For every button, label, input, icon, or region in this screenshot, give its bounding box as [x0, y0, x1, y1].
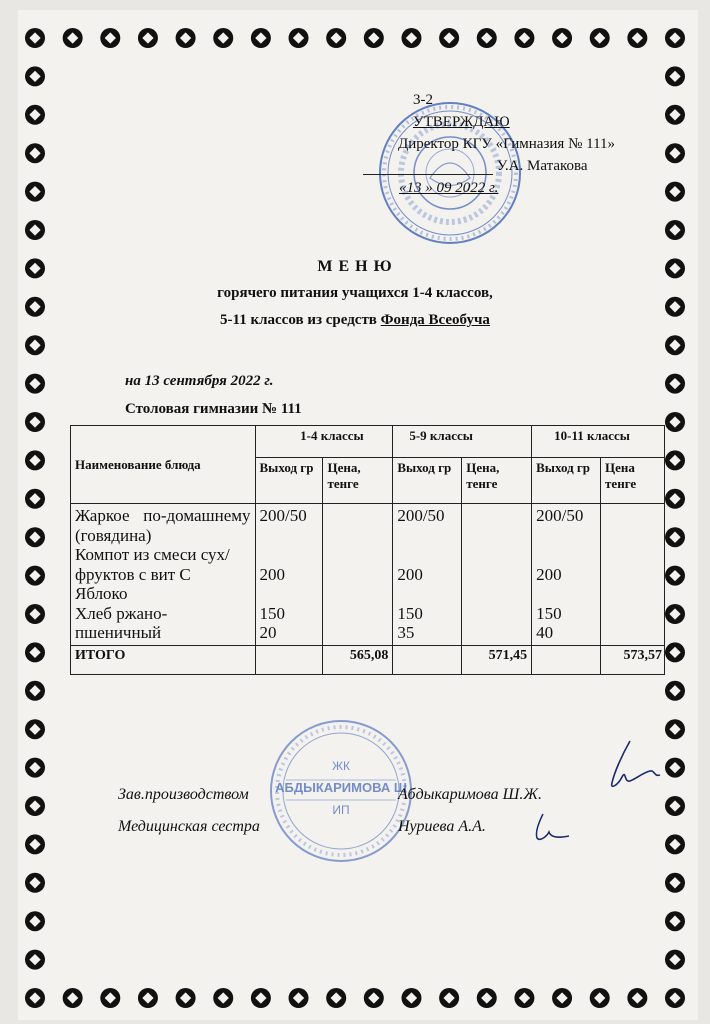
table-cell	[532, 645, 601, 674]
yields-5-9	[393, 504, 462, 646]
approval-date: «13 » 09 2022 г.	[399, 180, 499, 196]
table-cell: 150	[397, 603, 423, 623]
table-cell: 200/50	[259, 506, 307, 525]
list-item: Яблоко	[75, 584, 128, 603]
signature-name-2: Нуриева А.А.	[398, 818, 486, 835]
total-10-11: 573,57	[601, 645, 665, 674]
table-cell: 35	[397, 623, 415, 642]
stamp-text: АБДЫКАРИМОВА Ш	[275, 780, 407, 795]
signature-role-1: Зав.производством	[118, 786, 249, 803]
handwritten-signature-1	[600, 735, 680, 795]
approve-word: УТВЕРЖДАЮ	[413, 114, 510, 130]
menu-table	[70, 425, 665, 675]
table-cell	[393, 645, 462, 674]
price-header: Цена, тенге	[462, 458, 532, 504]
table-cell: 200/50	[397, 506, 445, 525]
director-position: Директор КГУ «Гимназия № 111»	[398, 136, 616, 152]
director-name: У.А. Матакова	[363, 158, 615, 180]
document-code: 3-2	[413, 92, 433, 108]
stamp-text: ЖК	[331, 759, 351, 773]
dish-names-cell	[71, 504, 256, 646]
table-cell: 40	[536, 623, 554, 642]
approval-block	[398, 92, 616, 202]
price-1-4	[323, 504, 393, 646]
table-cell: 20	[259, 623, 277, 642]
price-5-9	[462, 504, 532, 646]
menu-date: на 13 сентября 2022 г.	[125, 373, 274, 389]
menu-title: М Е Н Ю	[317, 258, 393, 275]
menu-subtitle-line2: 5-11 классов из средств Фонда Всеобуча	[220, 312, 490, 328]
price-header: Цена тенге	[601, 458, 665, 504]
group-header-5-9: 5-9 классы	[393, 426, 532, 458]
menu-subtitle-line1: горячего питания учащихся 1-4 классов,	[217, 285, 493, 301]
table-cell: 200	[536, 564, 562, 584]
table-cell: 200	[259, 564, 286, 584]
handwritten-signature-2	[525, 808, 585, 848]
table-row	[71, 504, 665, 646]
yields-1-4	[255, 504, 323, 646]
total-row	[71, 645, 665, 674]
dish-header: Наименование блюда	[71, 426, 256, 504]
table-cell	[255, 645, 323, 674]
yield-header: Выход гр	[255, 458, 323, 504]
stamp-text: ИП	[332, 803, 350, 817]
price-header: Цена, тенге	[323, 458, 393, 504]
list-item: Жаркое по-домашнему (говядина)	[75, 506, 251, 545]
group-header-1-4: 1-4 классы	[255, 426, 393, 458]
yields-10-11	[532, 504, 601, 646]
signature-name-1: Абдыкаримова Ш.Ж.	[398, 786, 542, 803]
table-cell: 200	[397, 564, 423, 584]
canteen-name: Столовая гимназии № 111	[125, 401, 302, 417]
signature-role-2: Медицинская сестра	[118, 818, 260, 835]
group-header-10-11: 10-11 классы	[532, 426, 665, 458]
list-item: Компот из смеси сух/фруктов с вит С	[75, 545, 230, 584]
price-10-11	[601, 504, 665, 646]
total-5-9: 571,45	[462, 645, 532, 674]
table-cell: 150	[259, 603, 286, 623]
table-cell: 150	[536, 603, 562, 623]
yield-header: Выход гр	[532, 458, 601, 504]
yield-header: Выход гр	[393, 458, 462, 504]
total-label: ИТОГО	[71, 645, 256, 674]
table-cell: 200/50	[536, 506, 584, 525]
list-item: Хлеб ржано-пшеничный	[75, 603, 168, 642]
total-1-4: 565,08	[323, 645, 393, 674]
ip-stamp	[266, 716, 416, 866]
